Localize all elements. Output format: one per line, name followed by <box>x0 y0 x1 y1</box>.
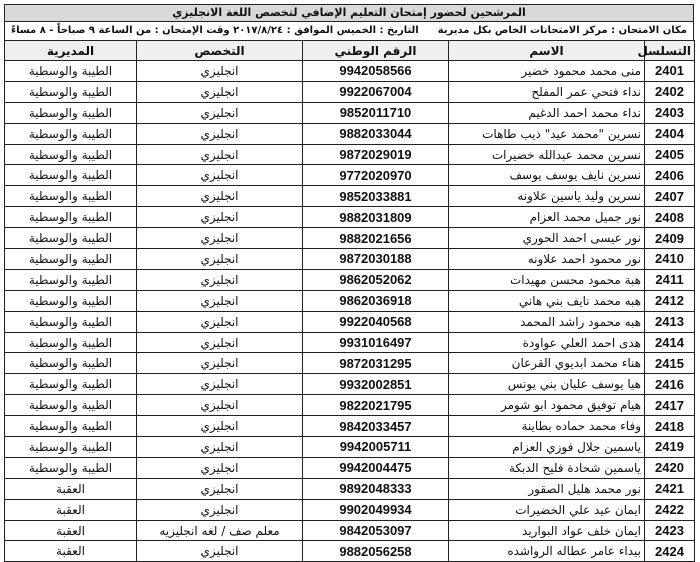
cell-specialty: انجليزي <box>137 541 303 562</box>
cell-serial: 2421 <box>645 478 695 499</box>
cell-serial: 2424 <box>645 541 695 562</box>
cell-serial: 2408 <box>645 207 695 228</box>
table-row <box>5 165 695 186</box>
cell-directorate: الطيبة والوسطية <box>5 61 137 82</box>
cell-directorate: الطيبة والوسطية <box>5 290 137 311</box>
cell-directorate: العقبة <box>5 499 137 520</box>
header-specialty: التخصص <box>137 41 303 61</box>
cell-directorate: الطيبة والوسطية <box>5 311 137 332</box>
cell-national-id: 9902049934 <box>303 499 449 520</box>
cell-directorate: الطيبة والوسطية <box>5 207 137 228</box>
cell-directorate: العقبة <box>5 520 137 541</box>
table-row <box>5 395 695 416</box>
cell-specialty: انجليزي <box>137 416 303 437</box>
cell-serial: 2405 <box>645 144 695 165</box>
table-row <box>5 311 695 332</box>
table-row <box>5 437 695 458</box>
cell-national-id: 9842033457 <box>303 416 449 437</box>
cell-name: هيا يوسف عليان بني يونس <box>449 374 645 395</box>
cell-name: نداء محمد احمد الدغيم <box>449 102 645 123</box>
cell-name: نسرين "محمد عيد" ذيب طاهات <box>449 123 645 144</box>
table-row <box>5 478 695 499</box>
cell-national-id: 9882033044 <box>303 123 449 144</box>
cell-national-id: 9942058566 <box>303 61 449 82</box>
cell-specialty: انجليزي <box>137 123 303 144</box>
cell-national-id: 9892048333 <box>303 478 449 499</box>
cell-national-id: 9852033881 <box>303 186 449 207</box>
cell-national-id: 9862052062 <box>303 269 449 290</box>
cell-directorate: الطيبة والوسطية <box>5 165 137 186</box>
cell-specialty: انجليزي <box>137 228 303 249</box>
table-row <box>5 269 695 290</box>
cell-name: هيام توفيق محمود ابو شومر <box>449 395 645 416</box>
cell-name: هبه محمد نايف بني هاني <box>449 290 645 311</box>
cell-national-id: 9852011710 <box>303 102 449 123</box>
cell-directorate: الطيبة والوسطية <box>5 437 137 458</box>
table-row <box>5 332 695 353</box>
header-national-id: الرقم الوطني <box>303 41 449 61</box>
cell-specialty: انجليزي <box>137 144 303 165</box>
cell-name: ياسمين شحادة فليح الدبكة <box>449 457 645 478</box>
cell-name: وفاء محمد حماده بطاينة <box>449 416 645 437</box>
cell-specialty: انجليزي <box>137 457 303 478</box>
cell-national-id: 9872029019 <box>303 144 449 165</box>
cell-name: نداء فتحي عمر المفلح <box>449 81 645 102</box>
cell-directorate: الطيبة والوسطية <box>5 416 137 437</box>
cell-specialty: انجليزي <box>137 207 303 228</box>
cell-directorate: الطيبة والوسطية <box>5 186 137 207</box>
table-row <box>5 499 695 520</box>
cell-national-id: 9772020970 <box>303 165 449 186</box>
cell-national-id: 9882031809 <box>303 207 449 228</box>
cell-specialty: انجليزي <box>137 81 303 102</box>
cell-national-id: 9922040568 <box>303 311 449 332</box>
cell-name: نور جميل محمد العزام <box>449 207 645 228</box>
cell-name: هبه محمود راشد المحمد <box>449 311 645 332</box>
cell-national-id: 9942005711 <box>303 437 449 458</box>
table-row <box>5 144 695 165</box>
table-row <box>5 228 695 249</box>
cell-directorate: الطيبة والوسطية <box>5 395 137 416</box>
cell-serial: 2402 <box>645 81 695 102</box>
cell-specialty: انجليزي <box>137 269 303 290</box>
cell-name: هناء محمد ابديوي القرعان <box>449 353 645 374</box>
cell-serial: 2415 <box>645 353 695 374</box>
cell-serial: 2409 <box>645 228 695 249</box>
cell-serial: 2423 <box>645 520 695 541</box>
cell-directorate: الطيبة والوسطية <box>5 81 137 102</box>
cell-directorate: الطيبة والوسطية <box>5 102 137 123</box>
cell-national-id: 9932002851 <box>303 374 449 395</box>
cell-specialty: انجليزي <box>137 374 303 395</box>
cell-directorate: العقبة <box>5 478 137 499</box>
cell-directorate: الطيبة والوسطية <box>5 353 137 374</box>
cell-name: ايمان خلف عواد البواريد <box>449 520 645 541</box>
cell-specialty: انجليزي <box>137 165 303 186</box>
cell-name: نسرين نايف يوسف يوسف <box>449 165 645 186</box>
cell-name: بيداء عامر عطاله الرواشده <box>449 541 645 562</box>
cell-national-id: 9862036918 <box>303 290 449 311</box>
cell-serial: 2417 <box>645 395 695 416</box>
table-header-row <box>5 41 695 61</box>
table-row <box>5 374 695 395</box>
cell-specialty: انجليزي <box>137 353 303 374</box>
header-name: الاسم <box>449 41 645 61</box>
cell-directorate: الطيبة والوسطية <box>5 228 137 249</box>
cell-serial: 2404 <box>645 123 695 144</box>
cell-specialty: انجليزي <box>137 249 303 270</box>
cell-name: نسرين وليد ياسين علاونه <box>449 186 645 207</box>
exam-date-time: التاريخ : الخميس الموافق : ٢٠١٧/٨/٢٤ وقت الإمتحان : من الساعة ٩ صباحاً - ٨ مساءً <box>11 25 419 36</box>
cell-national-id: 9882021656 <box>303 228 449 249</box>
table-row <box>5 123 695 144</box>
cell-name: نور محمود احمد علاونه <box>449 249 645 270</box>
cell-specialty: انجليزي <box>137 437 303 458</box>
info-bar <box>4 21 694 41</box>
table-row <box>5 186 695 207</box>
table-row <box>5 353 695 374</box>
cell-directorate: الطيبة والوسطية <box>5 123 137 144</box>
cell-name: هبة محمود محسن مهيدات <box>449 269 645 290</box>
cell-directorate: الطيبة والوسطية <box>5 269 137 290</box>
candidates-table <box>4 40 695 562</box>
cell-directorate: الطيبة والوسطية <box>5 374 137 395</box>
cell-name: نور عيسى احمد الحوري <box>449 228 645 249</box>
cell-directorate: الطيبة والوسطية <box>5 249 137 270</box>
cell-specialty: انجليزي <box>137 102 303 123</box>
cell-national-id: 9922067004 <box>303 81 449 102</box>
cell-serial: 2413 <box>645 311 695 332</box>
cell-serial: 2422 <box>645 499 695 520</box>
exam-location: مكان الامتحان : مركز الامتحانات الخاص بكل مديرية <box>437 25 687 36</box>
cell-specialty: انجليزي <box>137 478 303 499</box>
cell-specialty: انجليزي <box>137 499 303 520</box>
table-row <box>5 81 695 102</box>
table-row <box>5 102 695 123</box>
cell-serial: 2412 <box>645 290 695 311</box>
cell-serial: 2403 <box>645 102 695 123</box>
cell-national-id: 9942004475 <box>303 457 449 478</box>
table-row <box>5 416 695 437</box>
cell-serial: 2414 <box>645 332 695 353</box>
cell-directorate: الطيبة والوسطية <box>5 457 137 478</box>
table-row <box>5 249 695 270</box>
cell-specialty: انجليزي <box>137 61 303 82</box>
cell-name: نسرين محمد عبدالله خضيرات <box>449 144 645 165</box>
cell-national-id: 9842053097 <box>303 520 449 541</box>
cell-name: منى محمد محمود خضير <box>449 61 645 82</box>
cell-specialty: انجليزي <box>137 290 303 311</box>
header-directorate: المديرية <box>5 41 137 61</box>
cell-specialty: انجليزي <box>137 186 303 207</box>
table-body <box>5 61 695 562</box>
cell-national-id: 9872030188 <box>303 249 449 270</box>
cell-national-id: 9931016497 <box>303 332 449 353</box>
table-row <box>5 290 695 311</box>
cell-directorate: العقبة <box>5 541 137 562</box>
cell-specialty: معلم صف / لغه انجليزيه <box>137 520 303 541</box>
cell-national-id: 9872031295 <box>303 353 449 374</box>
cell-serial: 2420 <box>645 457 695 478</box>
header-serial: التسلسل <box>645 41 695 61</box>
cell-serial: 2418 <box>645 416 695 437</box>
document-title: المرشحين لحضور إمتحان التعليم الإضافي لتخصص اللغة الانجليزي <box>4 4 694 22</box>
table-row <box>5 541 695 562</box>
cell-serial: 2406 <box>645 165 695 186</box>
table-row <box>5 457 695 478</box>
cell-name: ياسمين جلال فوزي العزام <box>449 437 645 458</box>
cell-national-id: 9882056258 <box>303 541 449 562</box>
table-row <box>5 520 695 541</box>
cell-name: ايمان عيد علي الخضيرات <box>449 499 645 520</box>
cell-national-id: 9822021795 <box>303 395 449 416</box>
cell-serial: 2416 <box>645 374 695 395</box>
table-row <box>5 61 695 82</box>
cell-specialty: انجليزي <box>137 332 303 353</box>
cell-name: نور محمد هليل الصقور <box>449 478 645 499</box>
cell-specialty: انجليزي <box>137 311 303 332</box>
cell-name: هدى احمد العلي عواودة <box>449 332 645 353</box>
cell-directorate: الطيبة والوسطية <box>5 144 137 165</box>
cell-serial: 2410 <box>645 249 695 270</box>
cell-specialty: انجليزي <box>137 395 303 416</box>
cell-serial: 2411 <box>645 269 695 290</box>
table-row <box>5 207 695 228</box>
cell-serial: 2419 <box>645 437 695 458</box>
cell-directorate: الطيبة والوسطية <box>5 332 137 353</box>
cell-serial: 2401 <box>645 61 695 82</box>
cell-serial: 2407 <box>645 186 695 207</box>
